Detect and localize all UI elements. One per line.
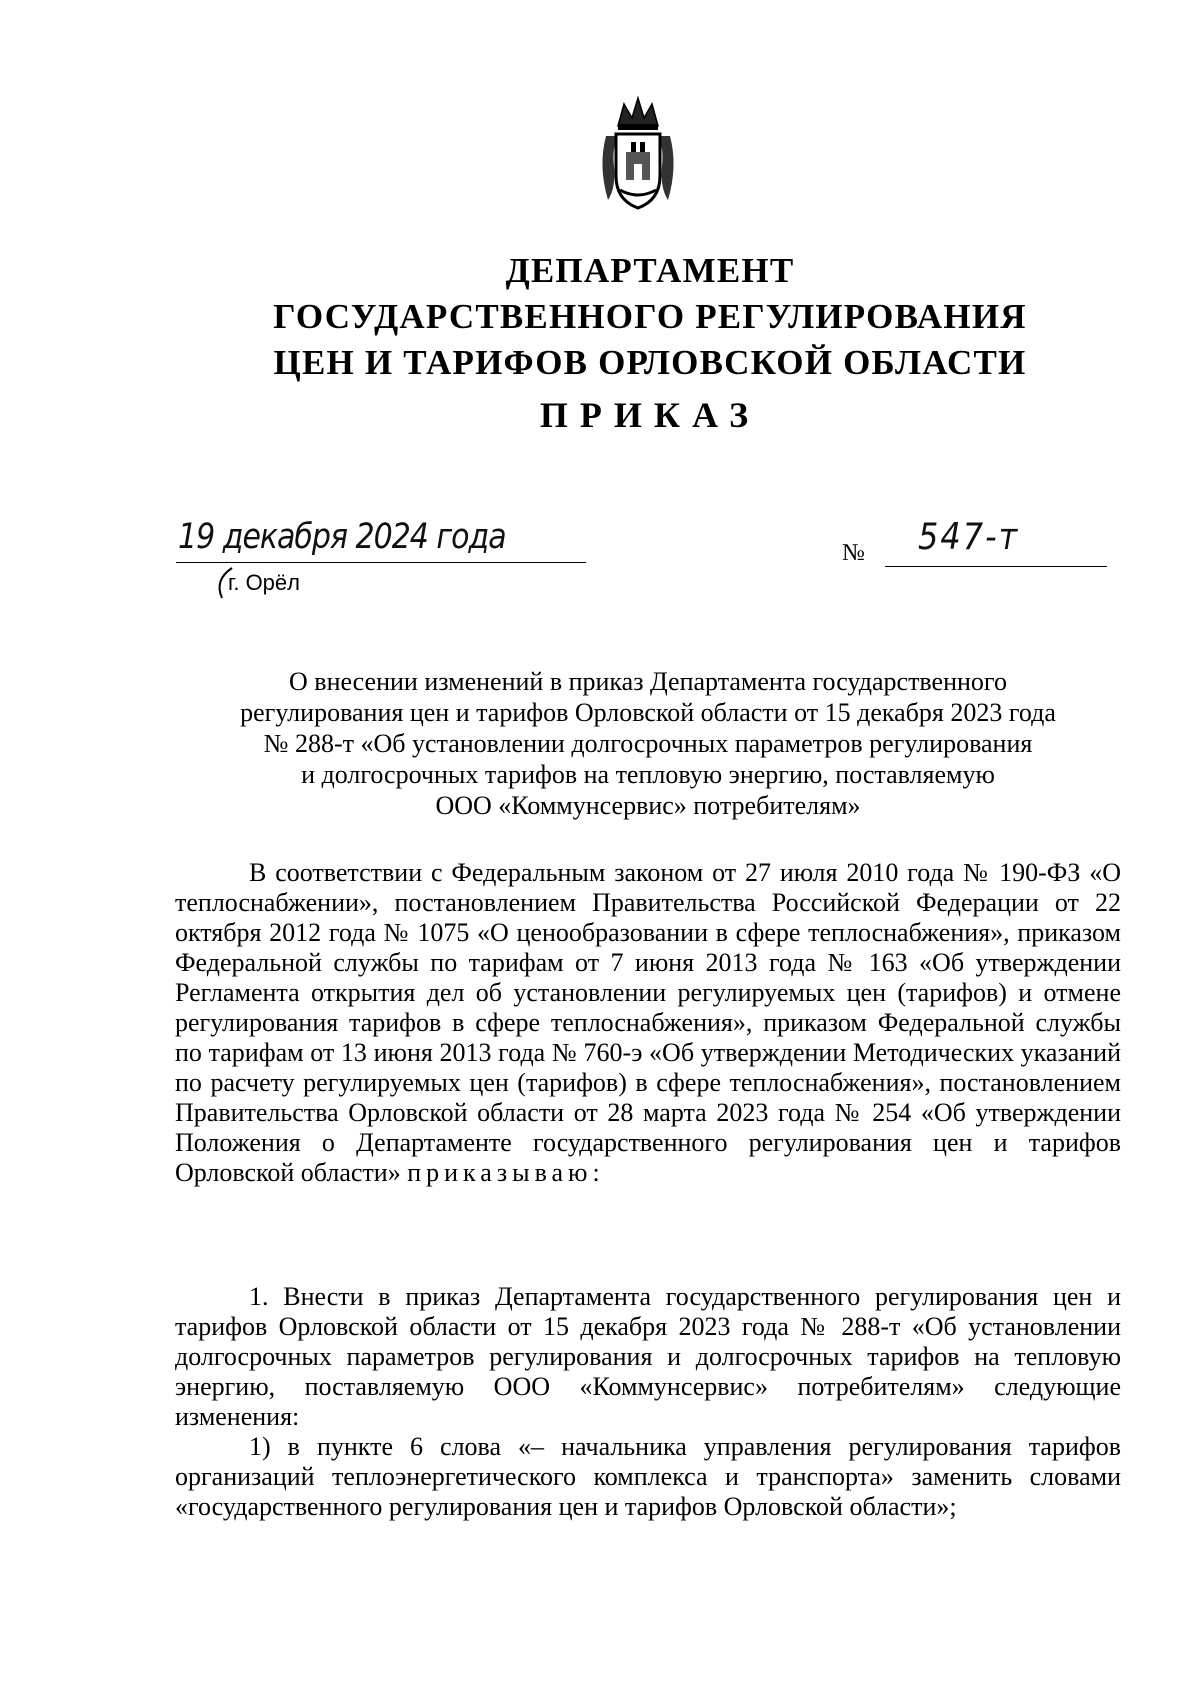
dept-line-1: ДЕПАРТАМЕНТ: [505, 251, 795, 290]
item-1-1-paragraph: 1) в пункте 6 слова «– начальника управления регулирования тарифов организаций теплоэнергетического комплекса и транспорта» заменить словами «государственного регулирования цен и тарифов Орловской области»;: [175, 1432, 1121, 1521]
subject-line: ООО «Коммунсервис» потребителям»: [435, 791, 861, 820]
handwritten-number: 547-т: [918, 514, 1020, 558]
city-label: г. Орёл: [228, 570, 300, 595]
subject-line: регулирования цен и тарифов Орловской области от 15 декабря 2023 года: [240, 698, 1056, 727]
subject-line: О внесении изменений в приказ Департамента государственного: [289, 667, 1007, 696]
preamble-paragraph: [175, 858, 1121, 1188]
coat-of-arms-icon: [596, 96, 680, 214]
dept-line-2: ГОСУДАРСТВЕННОГО РЕГУЛИРОВАНИЯ: [273, 297, 1027, 336]
order-subject: [196, 666, 1100, 821]
dept-line-3: ЦЕН И ТАРИФОВ ОРЛОВСКОЙ ОБЛАСТИ: [273, 343, 1027, 382]
date-underline: [176, 562, 586, 563]
handwritten-date: 19 декабря 2024 года: [178, 516, 506, 557]
number-label: №: [842, 540, 865, 566]
order-word: приказываю:: [407, 1158, 605, 1187]
number-underline: [885, 566, 1107, 567]
subject-line: № 288-т «Об установлении долгосрочных параметров регулирования: [263, 729, 1033, 758]
document-type-title: ПРИКАЗ: [539, 395, 761, 435]
subject-line: и долгосрочных тарифов на тепловую энергию, поставляемую: [301, 760, 995, 789]
preamble-text: В соответствии с Федеральным законом от 27 июля 2010 года № 190-ФЗ «О теплоснабжении», постановлением Правительства Российской Федерации от 22 октября 2012 года № 1075 «О ценообразовании в сфере теплоснабжения», приказом Федеральной службы по тарифам от 7 июня 2013 года № 163 «Об утверждении Регламента открытия дел об установлении регулируемых цен (тарифов) и отмене регулирования тарифов в сфере теплоснабжения», приказом Федеральной службы по тарифам от 13 июня 2013 года № 760-э «Об утверждении Методических указаний по расчету регулируемых цен (тарифов) в сфере теплоснабжения», постановлением Правительства Орловской области от 28 марта 2023 года № 254 «Об утверждении Положения о Департаменте государственного регулирования цен и тарифов Орловской области»: [175, 858, 1121, 1187]
date-block: [176, 512, 586, 602]
department-name: [200, 248, 1100, 386]
item-1-paragraph: 1. Внести в приказ Департамента государственного регулирования цен и тарифов Орловской области от 15 декабря 2023 года № 288-т «Об установлении долгосрочных параметров регулирования и долгосрочных тарифов на тепловую энергию, поставляемую ООО «Коммунсервис» потребителям» следующие изменения:: [175, 1282, 1121, 1431]
